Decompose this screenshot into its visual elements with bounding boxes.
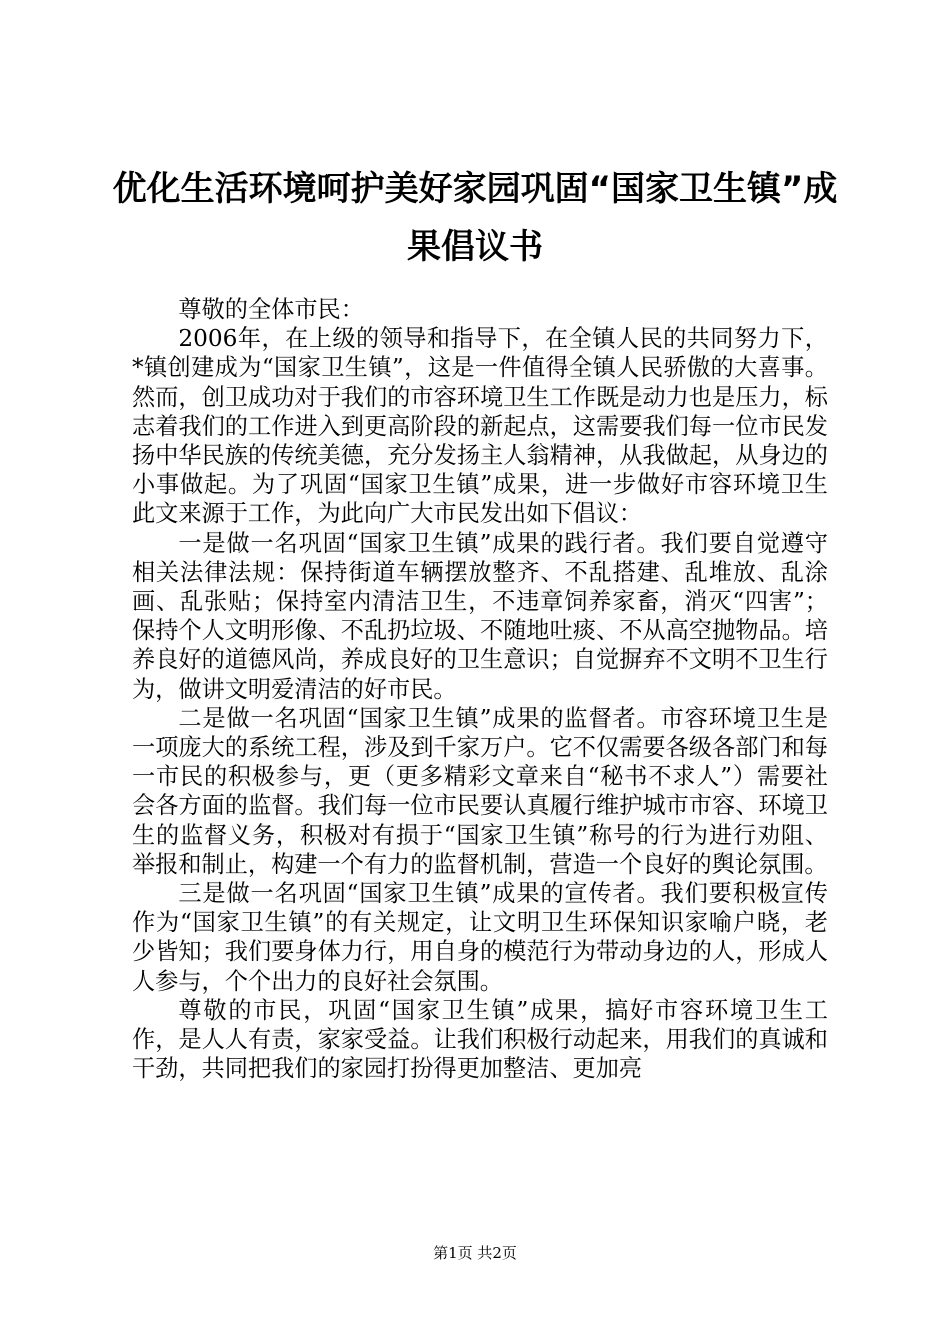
page-number-footer: 第1页 共2页 — [433, 1244, 517, 1262]
paragraph-promoter: 三是做一名巩固“国家卫生镇”成果的宣传者。我们要积极宣传作为“国家卫生镇”的有关规定，让文明卫生环保知识家喻户晓，老少皆知；我们要身体力行，用自身的模范行为带动身边的人，形成人人参与，个个出力的良好社会氛围。 — [132, 880, 828, 995]
paragraph-closing: 尊敬的市民，巩固“国家卫生镇”成果，搞好市容环境卫生工作，是人人有责，家家受益。让我们积极行动起来，用我们的真诚和干劲，共同把我们的家园打扮得更加整洁、更加亮 — [132, 996, 828, 1083]
salutation: 尊敬的全体市民： — [178, 296, 364, 323]
document-body — [132, 295, 828, 1083]
paragraph-supervisor: 二是做一名巩固“国家卫生镇”成果的监督者。市容环境卫生是一项庞大的系统工程，涉及到千家万户。它不仅需要各级各部门和每一市民的积极参与，更（更多精彩文章来自“秘书不求人”）需要社会各方面的监督。我们每一位市民要认真履行维护城市市容、环境卫生的监督义务，积极对有损于“国家卫生镇”称号的行为进行劝阻、举报和制止，构建一个有力的监督机制，营造一个良好的舆论氛围。 — [132, 704, 828, 878]
document-title: 优化生活环境呵护美好家园巩固“国家卫生镇”成果倡议书 — [112, 169, 838, 267]
paragraph-practitioner: 一是做一名巩固“国家卫生镇”成果的践行者。我们要自觉遵守相关法律法规：保持街道车辆摆放整齐、不乱搭建、乱堆放、乱涂画、乱张贴；保持室内清洁卫生，不违章饲养家畜，消灭“四害”；保持个人文明形像、不乱扔垃圾、不随地吐痰、不从高空抛物品。培养良好的道德风尚，养成良好的卫生意识；自觉摒弃不文明不卫生行为，做讲文明爱清洁的好市民。 — [132, 529, 828, 703]
paragraph-intro: 2006年，在上级的领导和指导下，在全镇人民的共同努力下，*镇创建成为“国家卫生镇”，这是一件值得全镇人民骄傲的大喜事。然而，创卫成功对于我们的市容环境卫生工作既是动力也是压力，标志着我们的工作进入到更高阶段的新起点，这需要我们每一位市民发扬中华民族的传统美德，充分发扬主人翁精神，从我做起，从身边的小事做起。为了巩固“国家卫生镇”成果，进一步做好市容环境卫生此文来源于工作，为此向广大市民发出如下倡议： — [132, 325, 828, 528]
